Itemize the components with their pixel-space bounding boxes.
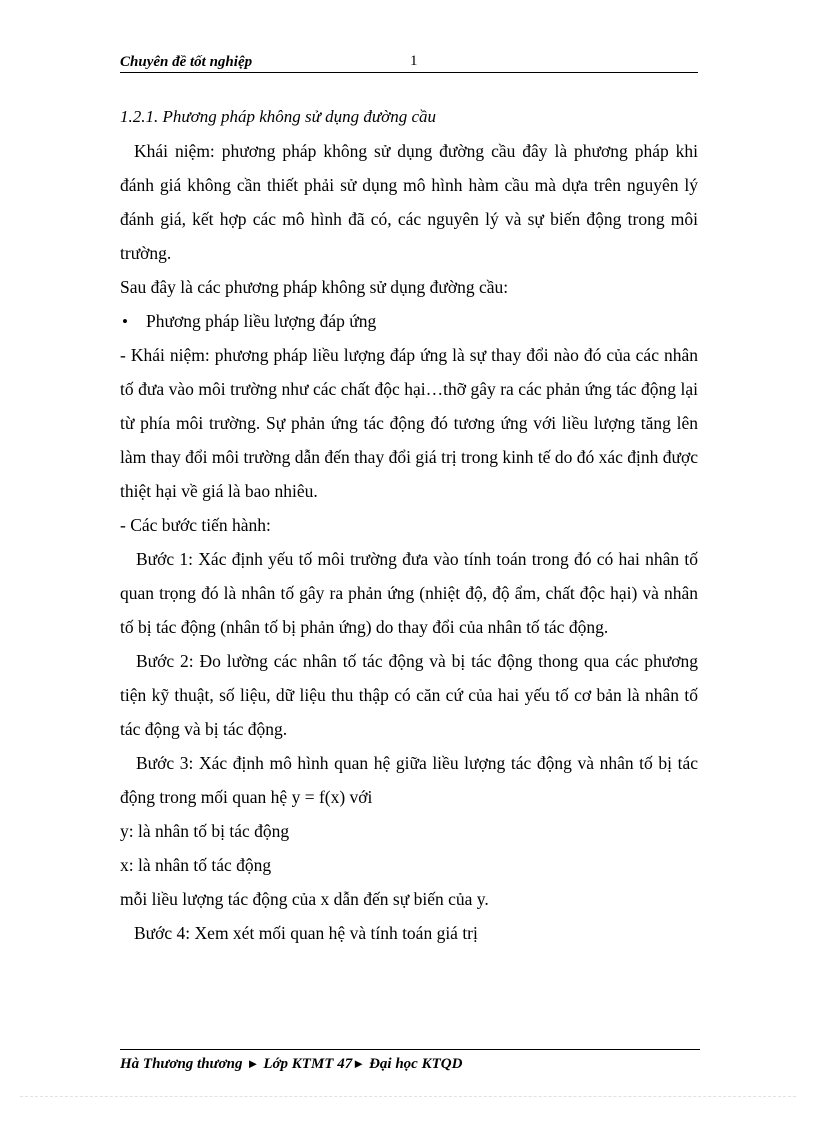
bullet-icon: •	[122, 312, 128, 331]
dose-concept-paragraph: - Khái niệm: phương pháp liều lượng đáp ứng là sự thay đổi nào đó của các nhân tố đưa vào môi trường như các chất độc hại…thỡ gây ra các phản ứng tác động lại từ phía môi trường. Sự phản ứng tác động đó tương ứng với liều lượng tăng lên làm thay đổi môi trường dẫn đến thay đổi giá trị trong kinh tế do đó xác định được thiệt hại về giá là bao nhiêu.	[120, 345, 698, 501]
step-2-paragraph: Bước 2: Đo lường các nhân tố tác động và bị tác động thong qua các phương tiện kỹ thuật, số liệu, dữ liệu thu thập có căn cứ của hai yếu tố cơ bản là nhân tố tác động và bị tác động.	[120, 651, 698, 739]
concept-paragraph: Khái niệm: phương pháp không sử dụng đường cầu đây là phương pháp khi đánh giá không cần thiết phải sử dụng mô hình hàm cầu mà dựa trên nguyên lý đánh giá, kết hợp các mô hình đã có, các nguyên lý và sự biến động trong môi trường.	[120, 141, 698, 263]
footer-class: Lớp KTMT 47	[263, 1056, 353, 1072]
bullet-label: Phương pháp liều lượng đáp ứng	[146, 311, 377, 331]
bullet-item	[120, 304, 698, 338]
page-footer	[120, 1049, 700, 1073]
step-1-paragraph: Bước 1: Xác định yếu tố môi trường đưa vào tính toán trong đó có hai nhân tố quan trọng đó là nhân tố gây ra phản ứng (nhiệt độ, độ ẩm, chất độc hại) và nhân tố bị tác động (nhân tố bị phản ứng) do thay đổi của nhân tố tác động.	[120, 549, 698, 637]
footer-author: Hà Thương thương	[120, 1056, 243, 1072]
each-dose-paragraph: mỗi liều lượng tác động của x dẫn đến sự biến của y.	[120, 889, 489, 909]
step-4-paragraph: Bước 4: Xem xét mối quan hệ và tính toán giá trị	[134, 923, 478, 943]
steps-heading: - Các bước tiến hành:	[120, 515, 271, 535]
step-3-paragraph: Bước 3: Xác định mô hình quan hệ giữa liều lượng tác động và nhân tố bị tác động trong mối quan hệ y = f(x) với	[120, 753, 698, 807]
page-number: 1	[410, 53, 418, 69]
document-body	[120, 100, 698, 950]
header-title: Chuyên đề tốt nghiệp	[120, 54, 253, 70]
footer-school: Đại học KTQD	[369, 1056, 463, 1072]
y-definition: y: là nhân tố bị tác động	[120, 821, 290, 841]
page-header	[120, 52, 698, 73]
page-edge-divider	[20, 1096, 796, 1097]
x-definition: x: là nhân tố tác động	[120, 855, 272, 875]
section-heading: 1.2.1. Phương pháp không sử dụng đường cầu	[120, 107, 437, 126]
intro-paragraph: Sau đây là các phương pháp không sử dụng đường cầu:	[120, 277, 509, 297]
arrow-right-icon: ►	[246, 1056, 260, 1071]
arrow-right-icon: ►	[352, 1056, 366, 1071]
